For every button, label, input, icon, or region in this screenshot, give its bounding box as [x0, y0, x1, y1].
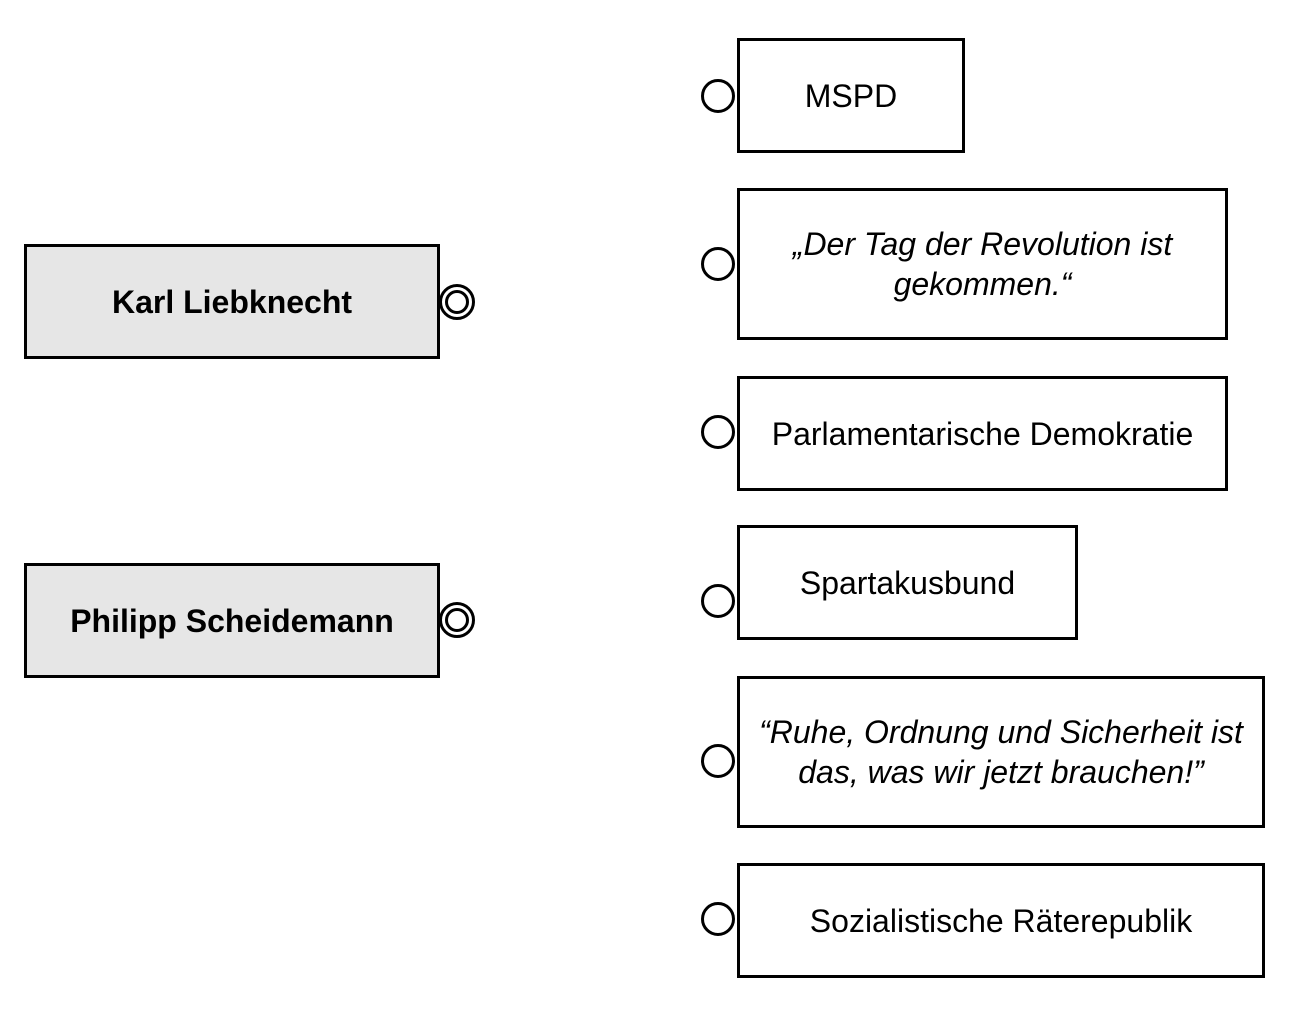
target-handle-mspd[interactable]: [701, 79, 735, 113]
source-item-karl-liebknecht[interactable]: [24, 244, 440, 359]
target-label: „Der Tag der Revolution ist gekommen.“: [792, 226, 1173, 302]
target-item-parlamentarische-demokratie[interactable]: [737, 376, 1228, 491]
source-handle-philipp-scheidemann[interactable]: [439, 602, 475, 638]
target-label: Spartakusbund: [799, 564, 1016, 601]
target-handle-quote-ruhe-ordnung[interactable]: [701, 744, 735, 778]
target-label: Sozialistische Räterepublik: [809, 902, 1193, 939]
target-item-mspd[interactable]: [737, 38, 965, 153]
target-handle-parlamentarische-demokratie[interactable]: [701, 415, 735, 449]
target-handle-quote-revolution[interactable]: [701, 247, 735, 281]
target-item-quote-revolution[interactable]: [737, 188, 1228, 340]
target-label: MSPD: [804, 77, 898, 114]
target-label: Parlamentarische Demokratie: [771, 415, 1194, 452]
source-label: Karl Liebknecht: [111, 283, 353, 320]
source-item-philipp-scheidemann[interactable]: [24, 563, 440, 678]
target-item-quote-ruhe-ordnung[interactable]: [737, 676, 1265, 828]
source-label: Philipp Scheidemann: [70, 602, 394, 639]
target-handle-sozialistische-raeterepublik[interactable]: [701, 902, 735, 936]
target-item-spartakusbund[interactable]: [737, 525, 1078, 640]
target-handle-spartakusbund[interactable]: [701, 584, 735, 618]
target-item-sozialistische-raeterepublik[interactable]: [737, 863, 1265, 978]
source-handle-karl-liebknecht[interactable]: [439, 284, 475, 320]
target-label: “Ruhe, Ordnung und Sicherheit ist das, was wir jetzt brauchen!”: [759, 714, 1243, 790]
